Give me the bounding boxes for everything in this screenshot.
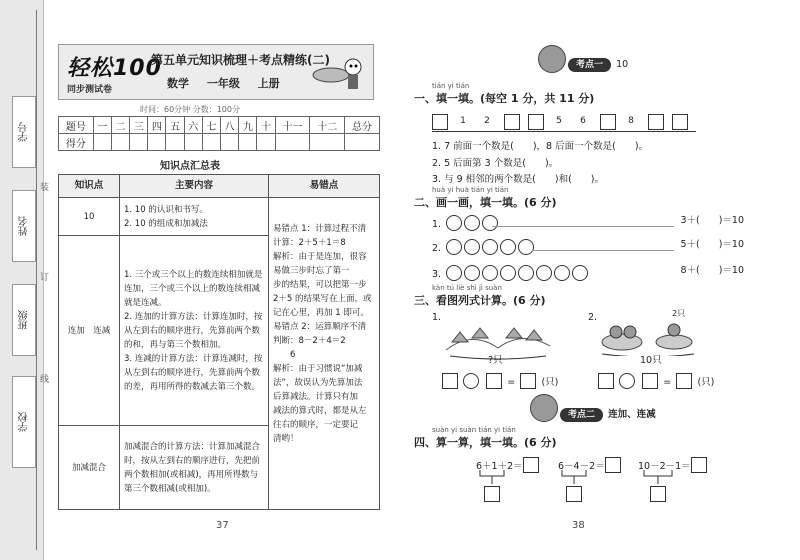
row-number: 3.	[432, 269, 442, 280]
circle-group	[446, 212, 500, 231]
unit-label: (只)	[697, 377, 715, 388]
knowledge-table	[58, 174, 380, 510]
score-field[interactable]	[148, 134, 166, 151]
circle-shape	[500, 265, 516, 281]
score-cell: 三	[130, 117, 148, 134]
answer-boxes: = (只)	[442, 370, 558, 389]
error-line: 解析：由于习惯说“加减	[273, 364, 363, 374]
score-field[interactable]	[184, 134, 202, 151]
binding-cut-line	[36, 10, 37, 550]
calc-problem	[638, 454, 707, 473]
answer-box[interactable]	[605, 457, 621, 473]
error-line: 步的结果，可以把第一步	[273, 280, 367, 290]
equation: 8＋( )＝10	[680, 265, 744, 276]
circle-shape	[482, 215, 498, 231]
circle-shape	[464, 265, 480, 281]
number-line-value: 5	[556, 116, 562, 126]
class-box	[12, 284, 36, 356]
score-field[interactable]	[221, 134, 239, 151]
error-line: 解析：由于是连加，很容	[273, 252, 367, 262]
knowledge-row	[59, 198, 380, 236]
error-line: 6	[273, 350, 296, 360]
score-field[interactable]	[111, 134, 129, 151]
score-field[interactable]	[310, 134, 345, 151]
number-line-blank[interactable]	[504, 114, 520, 130]
number-line-value: 1	[460, 116, 466, 126]
number-line-axis	[432, 131, 696, 132]
score-cell: 五	[166, 117, 184, 134]
question: 1. 7 前面一个数是( )，8 后面一个数是( )。	[432, 141, 649, 152]
section-heading: 二、画一画，填一填。(6 分)	[414, 196, 557, 209]
section-heading: 三、看图列式计算。(6 分)	[414, 294, 546, 307]
score-header-row	[59, 117, 380, 134]
score-cell: 题号	[59, 117, 94, 134]
answer-boxes: = (只)	[598, 370, 714, 389]
knowledge-table-title: 知识点汇总表	[160, 161, 220, 172]
circle-shape	[518, 265, 534, 281]
draw-row	[432, 236, 744, 255]
circle-group	[446, 262, 590, 281]
draw-line[interactable]	[492, 226, 674, 227]
row-number: 1.	[432, 219, 442, 230]
problem-number: 2.	[588, 312, 598, 323]
equation: 3＋( )＝10	[680, 215, 744, 226]
content-line: 3. 连减的计算方法：计算连减时，按从左到右的顺序进行，先算前两个数的差，再用所得的数减去第三个数。	[124, 353, 263, 392]
pinyin: kàn tú liè shì jì suàn	[432, 284, 502, 292]
circle-shape	[446, 239, 462, 255]
question: 3. 与 9 相邻的两个数是( )和( )。	[432, 174, 604, 185]
score-field[interactable]	[275, 134, 310, 151]
number-line-blank[interactable]	[432, 114, 448, 130]
answer-box[interactable]	[486, 373, 502, 389]
draw-line[interactable]	[532, 250, 674, 251]
circle-shape	[482, 265, 498, 281]
answer-box[interactable]	[520, 373, 536, 389]
error-line: 记在心里，再加 1 即可。	[273, 308, 369, 318]
binding-cut-char: 订	[40, 273, 50, 283]
col-header-errors: 易错点	[269, 175, 380, 198]
operator-circle[interactable]	[619, 373, 635, 389]
number-line	[432, 112, 696, 132]
score-cell: 十二	[310, 117, 345, 134]
equation: 5＋( )＝10	[680, 239, 744, 250]
content-cell	[120, 198, 269, 236]
school-label: 学校	[18, 412, 30, 432]
row-number: 2.	[432, 243, 442, 254]
equation: 10－2－1＝	[638, 461, 691, 472]
number-line-blank[interactable]	[528, 114, 544, 130]
student-id-box	[12, 96, 36, 168]
unit-label: (只)	[541, 377, 559, 388]
score-cell: 九	[239, 117, 257, 134]
section-badge: 考点一 10	[568, 52, 628, 71]
page-number: 38	[572, 520, 585, 531]
score-field[interactable]	[93, 134, 111, 151]
answer-box[interactable]	[650, 486, 666, 502]
number-line-value: 2	[484, 116, 490, 126]
binding-margin	[0, 0, 44, 560]
calc-problem	[558, 454, 621, 473]
score-field[interactable]	[257, 134, 275, 151]
name-box	[12, 190, 36, 262]
error-line: 往右的顺序，一定要记	[273, 420, 359, 430]
time-score-info: 时间：60分钟 分数：100分	[140, 105, 240, 114]
content-line: 2. 连加的计算方法：计算连加时，按从左到右的顺序进行，先算前两个数的和，再与第三个数相加。	[124, 311, 263, 350]
score-field[interactable]	[166, 134, 184, 151]
score-cell: 二	[111, 117, 129, 134]
error-line: 清哟！	[273, 434, 299, 444]
binding-cut-char: 装	[40, 183, 50, 193]
answer-box[interactable]	[566, 486, 582, 502]
circle-shape	[464, 215, 480, 231]
calc-problem	[476, 454, 539, 473]
answer-box[interactable]	[523, 457, 539, 473]
answer-box[interactable]	[484, 486, 500, 502]
student-id-label: 学号	[18, 122, 30, 142]
page-subtitle: 数学 一年级 上册	[167, 77, 280, 90]
page-title: 第五单元知识梳理＋考点精练(二)	[151, 53, 330, 67]
circle-shape	[482, 239, 498, 255]
error-line: 判断：8－2＋4＝2	[273, 336, 346, 346]
circle-shape	[446, 265, 462, 281]
school-box	[12, 376, 36, 468]
circle-shape	[464, 239, 480, 255]
smiley-face-icon	[530, 394, 558, 422]
content-line: 2. 10 的组成和加减法	[124, 218, 208, 229]
question: 2. 5 后面第 3 个数是( )。	[432, 158, 559, 169]
number-line-blank[interactable]	[648, 114, 664, 130]
quantity-label: 2只	[672, 309, 686, 318]
problem-number: 1.	[432, 312, 442, 323]
page-header	[58, 44, 374, 100]
score-input-row	[59, 134, 380, 151]
smiley-face-icon	[538, 45, 566, 73]
answer-box[interactable]	[598, 373, 614, 389]
score-cell: 十	[257, 117, 275, 134]
bracket-icon	[478, 470, 508, 484]
circle-shape	[500, 239, 516, 255]
circle-shape	[518, 239, 534, 255]
knowledge-header-row	[59, 175, 380, 198]
error-line: 后算减法。计算只有加	[273, 392, 359, 402]
content-line: 1. 三个或三个以上的数连续相加就是连加，三个或三个以上的数连续相减就是连减。	[124, 269, 263, 308]
page-number: 37	[216, 520, 229, 531]
answer-box[interactable]	[642, 373, 658, 389]
equation: 6＋1＋2＝	[476, 461, 523, 472]
section-topic: 连加、连减	[608, 409, 656, 420]
number-line-blank[interactable]	[672, 114, 688, 130]
col-header-topic: 知识点	[59, 175, 120, 198]
score-cell: 总分	[345, 117, 380, 134]
class-label: 班级	[18, 310, 30, 330]
error-line: 计算：2＋5＋1＝8	[273, 238, 346, 248]
score-row-label: 得分	[59, 134, 94, 151]
score-cell: 七	[202, 117, 220, 134]
equation: 6－4－2＝	[558, 461, 605, 472]
error-line: 易错点 2：运算顺序不清	[273, 322, 367, 332]
answer-box[interactable]	[691, 457, 707, 473]
error-line: 易做三步时忘了第一	[273, 266, 350, 276]
circle-shape	[446, 215, 462, 231]
topic-cell: 10	[59, 198, 120, 236]
number-line-value: 6	[580, 116, 586, 126]
section-topic: 10	[616, 59, 629, 70]
score-cell: 八	[221, 117, 239, 134]
col-header-content: 主要内容	[120, 175, 269, 198]
score-cell: 一	[93, 117, 111, 134]
binding-cut-char: 线	[40, 375, 50, 385]
content-cell	[120, 236, 269, 426]
error-line: 2＋5 的结果写在上面，或	[273, 294, 372, 304]
content-line: 1. 10 的认识和书写。	[124, 204, 208, 215]
error-line: 易错点 1：计算过程不清	[273, 224, 367, 234]
pinyin: huà yi huà tián yi tián	[432, 186, 509, 194]
topic-cell: 加减混合	[59, 426, 120, 510]
bracket-icon	[560, 470, 590, 484]
section-heading: 一、填一填。(每空 1 分，共 11 分)	[414, 92, 595, 105]
circle-group	[446, 236, 536, 255]
score-field[interactable]	[239, 134, 257, 151]
score-field[interactable]	[345, 134, 380, 151]
pinyin: suàn yi suàn tián yi tián	[432, 426, 516, 434]
number-line-blank[interactable]	[600, 114, 616, 130]
circle-shape	[572, 265, 588, 281]
score-cell: 六	[184, 117, 202, 134]
error-line: 减法的算式时，都是从左	[273, 406, 367, 416]
score-cell: 四	[148, 117, 166, 134]
circle-shape	[554, 265, 570, 281]
bracket-icon	[642, 470, 676, 484]
answer-box[interactable]	[676, 373, 692, 389]
topic-cell: 连加 连减	[59, 236, 120, 426]
number-line-value: 8	[628, 116, 634, 126]
draw-row	[432, 262, 744, 281]
section-badge: 考点二 连加、连减	[560, 402, 656, 421]
pinyin: tián yi tián	[432, 82, 470, 90]
content-cell: 加减混合的计算方法：计算加减混合时，按从左到右的顺序进行，先把前两个数相加(或相减)，再用所得数与第三个数相减(或相加)。	[120, 426, 269, 510]
score-table	[58, 116, 380, 151]
score-cell: 十一	[275, 117, 310, 134]
draw-row	[432, 212, 744, 231]
error-points-cell	[269, 198, 380, 510]
name-label: 姓名	[18, 216, 30, 236]
error-line: 法”，故误认为先算加法	[273, 378, 363, 388]
brand-logo: 轻松100 同步测试卷	[67, 56, 162, 95]
total-label: 10只	[640, 355, 662, 366]
score-field[interactable]	[130, 134, 148, 151]
answer-box[interactable]	[442, 373, 458, 389]
mascot-icon	[311, 49, 369, 95]
section-heading: 四、算一算，填一填。(6 分)	[414, 436, 557, 449]
circle-shape	[536, 265, 552, 281]
score-field[interactable]	[202, 134, 220, 151]
question-mark-label: ?只	[488, 355, 503, 366]
operator-circle[interactable]	[463, 373, 479, 389]
